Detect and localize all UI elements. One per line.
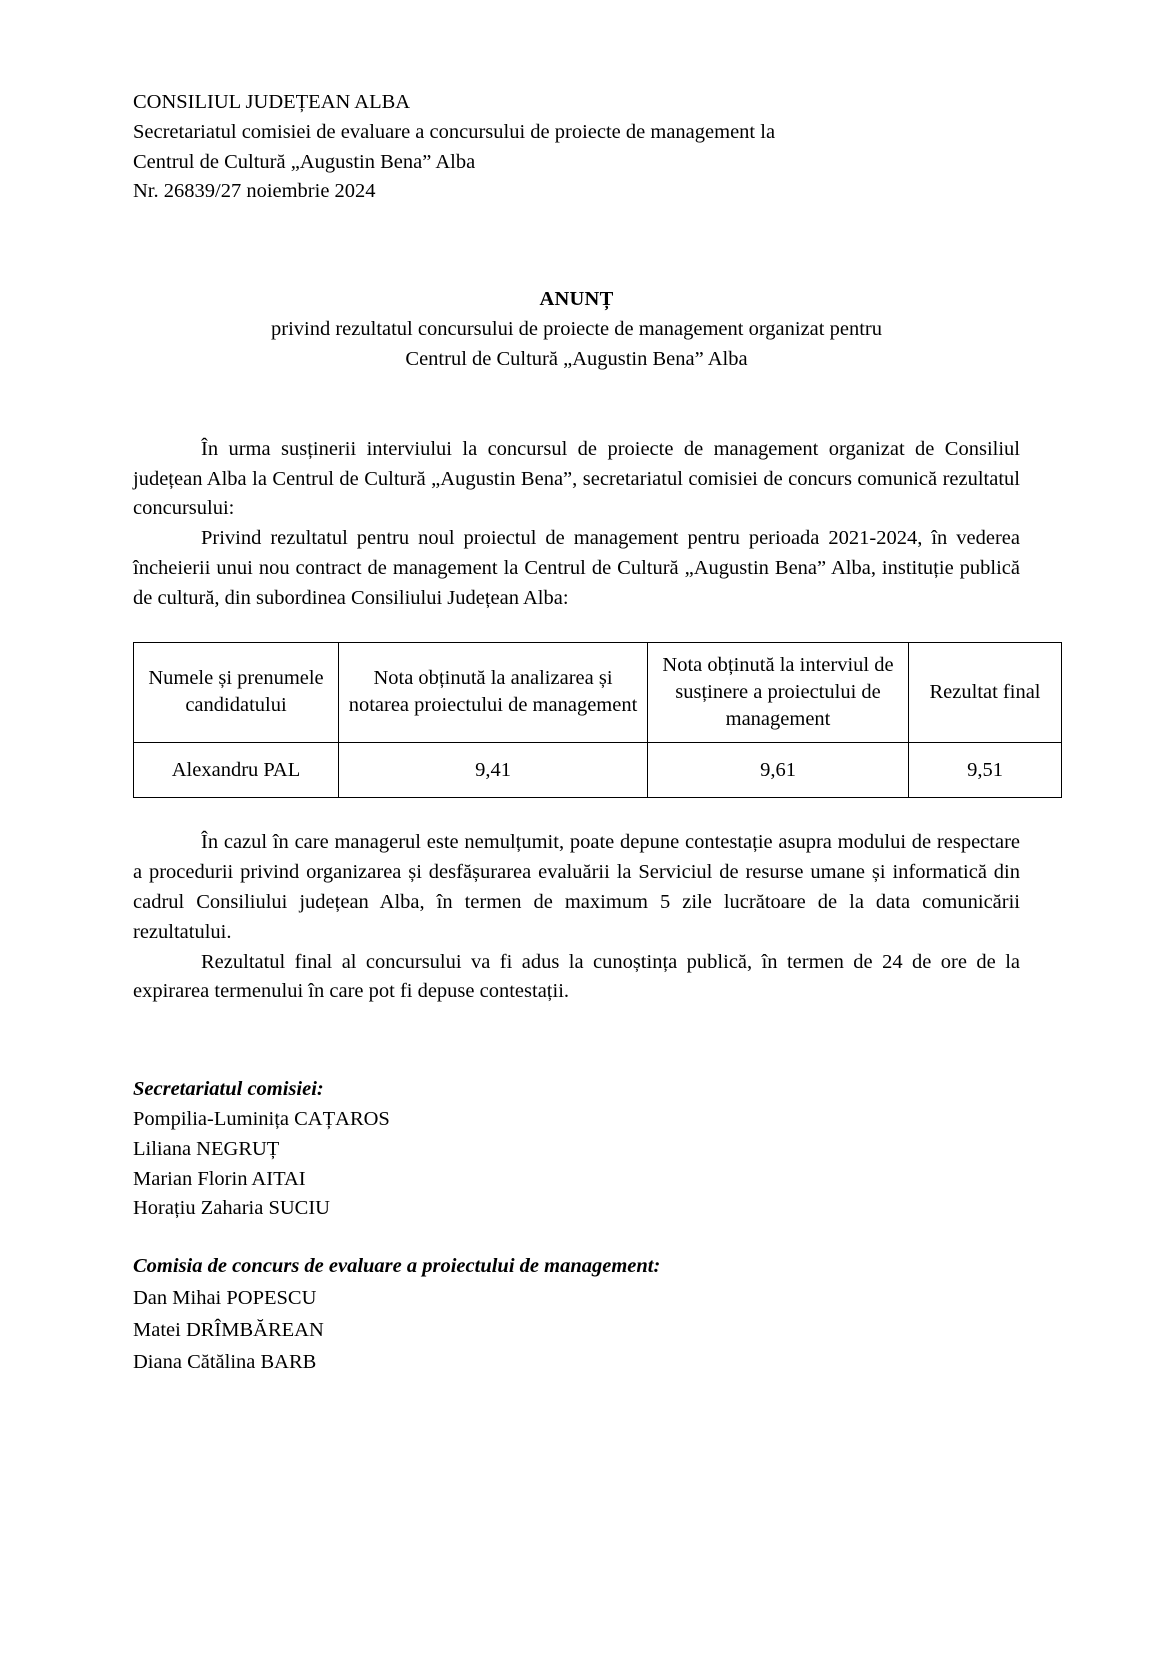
secretariat-heading: Secretariatul comisiei: xyxy=(133,1078,324,1101)
title-block xyxy=(133,285,1020,374)
paragraph-intro: În urma susținerii interviului la concursul de proiecte de management organizat de Consiliul județean Alba la Centrul de Cultură „Augustin Bena”, secretariatul comisiei de concurs comunică rezultatul concursului: xyxy=(133,437,1020,520)
column-header-project-score: Nota obținută la analizarea și notarea proiectului de management xyxy=(339,642,648,743)
signature-secretariat-block xyxy=(133,1075,1020,1224)
table-header xyxy=(134,642,1062,743)
secretariat-member: Horațiu Zaharia SUCIU xyxy=(133,1197,330,1220)
commission-member: Matei DRÎMBĂREAN xyxy=(133,1318,324,1341)
spacer xyxy=(133,375,1020,435)
table-row xyxy=(134,743,1062,798)
letterhead-department: Secretariatul comisiei de evaluare a concursului de proiecte de management la xyxy=(133,120,776,143)
subtitle-line-2: Centrul de Cultură „Augustin Bena” Alba xyxy=(405,347,748,370)
letterhead xyxy=(133,88,1020,207)
page-title: ANUNȚ xyxy=(539,288,614,311)
commission-member: Diana Cătălina BARB xyxy=(133,1350,317,1373)
column-header-final-result: Rezultat final xyxy=(909,642,1062,743)
paragraph-contestation: În cazul în care managerul este nemulțumit, poate depune contestație asupra modului de respectare a procedurii privind organizarea și desfășurarea evaluării la Serviciul de resurse umane și informatică din cadrul Consiliului județean Alba, în termen de maximum 5 zile lucrătoare de la data comunicării rezultatului. xyxy=(133,831,1020,943)
table-header-row xyxy=(134,642,1062,743)
signature-commission-block xyxy=(133,1252,1020,1377)
column-header-candidate-name: Numele și prenumele candidatului xyxy=(134,642,339,743)
body-bottom xyxy=(133,828,1020,1007)
letterhead-institution-name: Centrul de Cultură „Augustin Bena” Alba xyxy=(133,150,476,173)
commission-member: Dan Mihai POPESCU xyxy=(133,1287,317,1310)
results-table xyxy=(133,642,1062,799)
column-header-interview-score: Nota obținută la interviul de susținere a proiectului de management xyxy=(648,642,909,743)
table-body xyxy=(134,743,1062,798)
cell-interview-score: 9,61 xyxy=(648,743,909,798)
paragraph-publication: Rezultatul final al concursului va fi adus la cunoștința publică, în termen de 24 de ore de la expirarea termenului în care pot fi depuse contestații. xyxy=(133,950,1020,1003)
cell-final-score: 9,51 xyxy=(909,743,1062,798)
subtitle-line-1: privind rezultatul concursului de proiecte de management organizat pentru xyxy=(271,318,882,341)
cell-candidate-name: Alexandru PAL xyxy=(134,743,339,798)
secretariat-member: Pompilia-Luminița CAȚAROS xyxy=(133,1108,390,1130)
letterhead-registration-number: Nr. 26839/27 noiembrie 2024 xyxy=(133,180,376,203)
body-top xyxy=(133,435,1020,614)
secretariat-member: Liliana NEGRUȚ xyxy=(133,1137,280,1160)
letterhead-institution: CONSILIUL JUDEȚEAN ALBA xyxy=(133,91,411,113)
secretariat-member: Marian Florin AITAI xyxy=(133,1167,306,1190)
spacer xyxy=(133,1224,1020,1252)
paragraph-period: Privind rezultatul pentru noul proiectul de management pentru perioada 2021-2024, în vederea încheierii unui nou contract de management la Centrul de Cultură „Augustin Bena” Alba, instituție publică de cultură, din subordinea Consiliului Județean Alba: xyxy=(133,527,1020,609)
cell-project-score: 9,41 xyxy=(339,743,648,798)
commission-heading: Comisia de concurs de evaluare a proiectului de management: xyxy=(133,1255,661,1278)
